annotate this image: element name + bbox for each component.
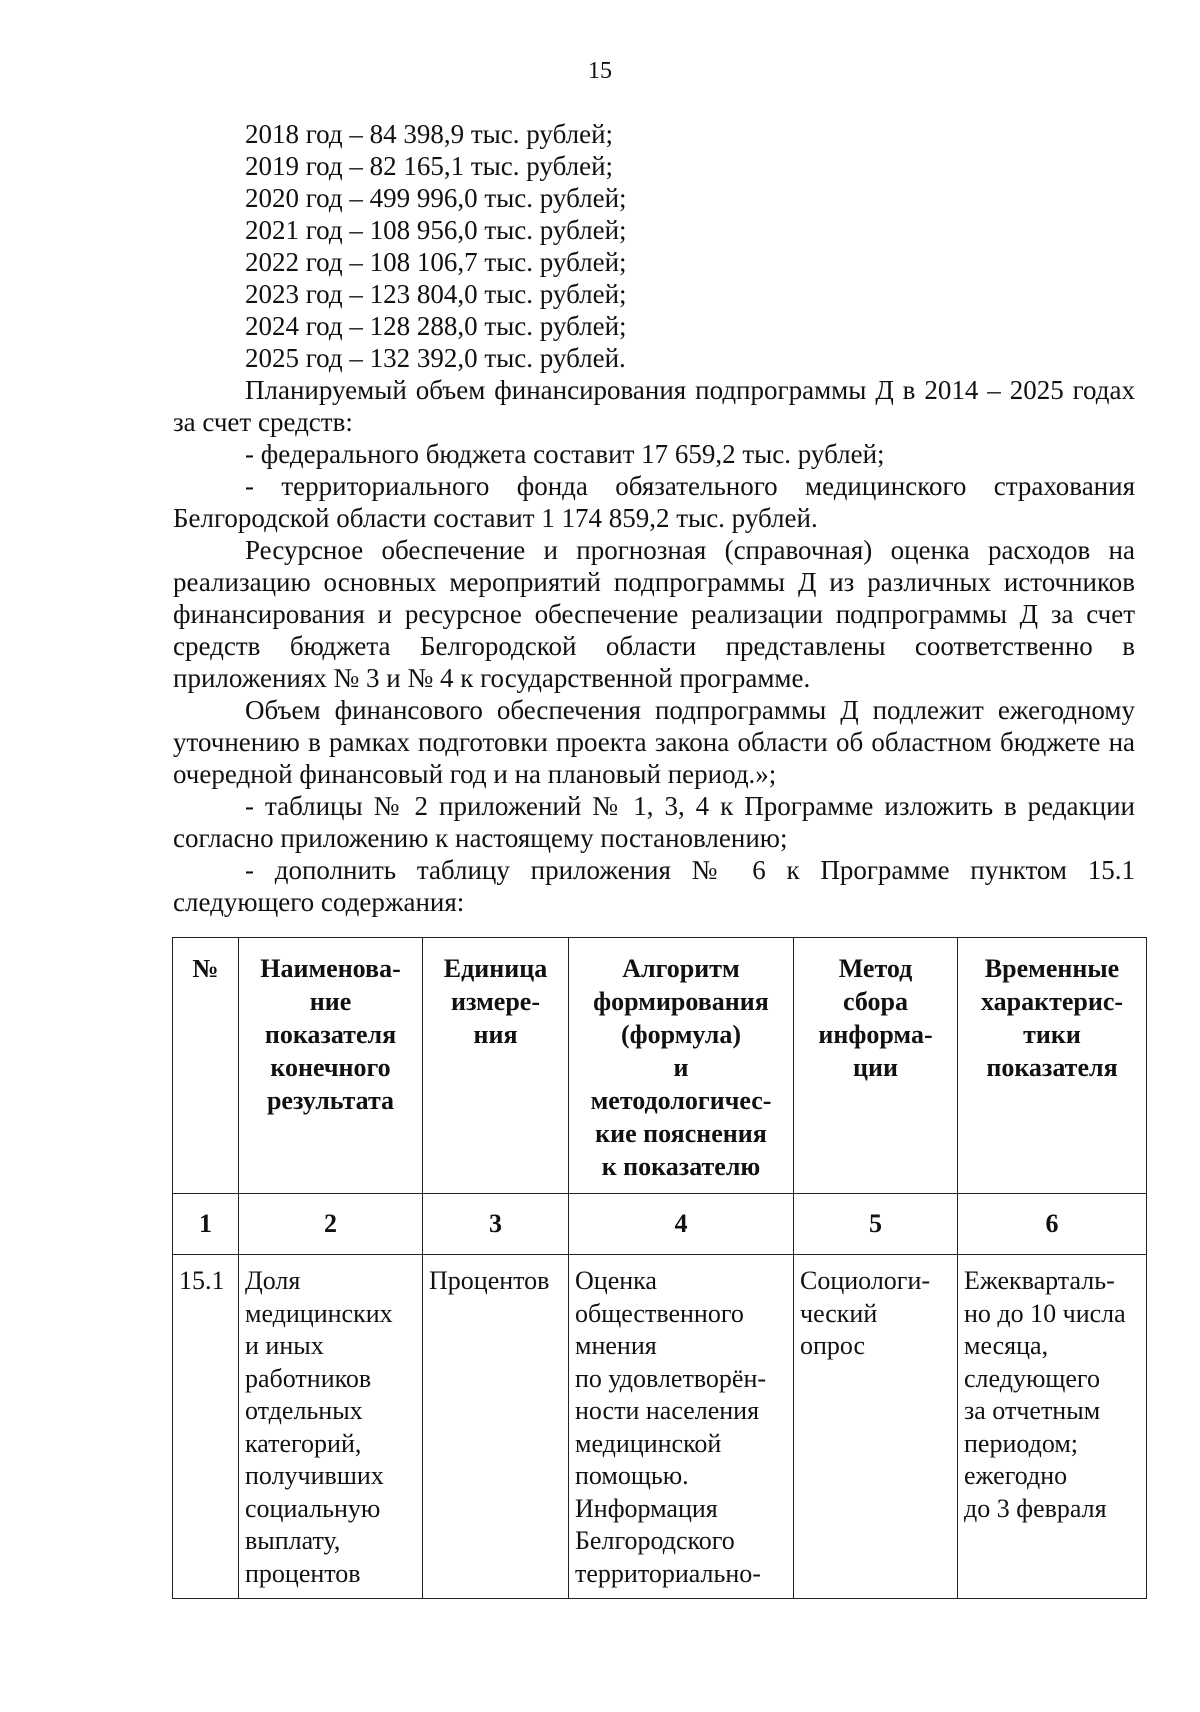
funding-year-line: 2023 год – 123 804,0 тыс. рублей; bbox=[245, 279, 627, 309]
column-number: 1 bbox=[173, 1194, 239, 1255]
paragraph-federal-budget: - федерального бюджета составит 17 659,2 тыс. рублей; bbox=[245, 439, 885, 469]
paragraph-tables-amendment: - таблицы № 2 приложений № 1, 3, 4 к Программе изложить в редакции согласно приложению к настоящему постановлению; bbox=[173, 791, 1135, 853]
paragraph-planned-funding: Планируемый объем финансирования подпрограммы Д в 2014 – 2025 годах за счет средств: bbox=[173, 375, 1135, 437]
column-number: 3 bbox=[423, 1194, 569, 1255]
header-collection-method: Метод сбора информа- ции bbox=[794, 938, 958, 1194]
cell-unit: Процентов bbox=[423, 1255, 569, 1599]
page-number: 15 bbox=[588, 58, 612, 84]
cell-algorithm: Оценка общественного мнения по удовлетворён- ности населения медицинской помощью. Информация Белгородского территориально- bbox=[569, 1255, 794, 1599]
paragraph-resource-provision: Ресурсное обеспечение и прогнозная (справочная) оценка расходов на реализацию основных мероприятий подпрограммы Д из различных источников финансирования и ресурсное обеспечение реализации подпрограммы Д за счет средств бюджета Белгородской области представлены соответственно в приложениях № 3 и № 4 к государственной программе. bbox=[173, 535, 1135, 693]
table-row bbox=[173, 1255, 1147, 1599]
funding-year-line: 2020 год – 499 996,0 тыс. рублей; bbox=[245, 183, 627, 213]
column-number: 6 bbox=[958, 1194, 1147, 1255]
funding-year-line: 2021 год – 108 956,0 тыс. рублей; bbox=[245, 215, 627, 245]
funding-by-year-list bbox=[245, 118, 627, 374]
funding-year-line: 2018 год – 84 398,9 тыс. рублей; bbox=[245, 119, 614, 149]
column-number: 2 bbox=[239, 1194, 423, 1255]
paragraph-financing-volume: Объем финансового обеспечения подпрограммы Д подлежит ежегодному уточнению в рамках подготовки проекта закона области об областном бюджете на очередной финансовый год и на плановый период.»; bbox=[173, 695, 1135, 789]
indicator-table bbox=[172, 937, 1147, 1599]
cell-indicator-name: Доля медицинских и иных работников отдельных категорий, получивших социальную выплату, процентов bbox=[239, 1255, 423, 1599]
header-algorithm: Алгоритм формирования (формула) и методологичес- кие пояснения к показателю bbox=[569, 938, 794, 1194]
cell-time-characteristics: Ежекварталь- но до 10 числа месяца, следующего за отчетным периодом; ежегодно до 3 февраля bbox=[958, 1255, 1147, 1599]
column-number: 5 bbox=[794, 1194, 958, 1255]
header-time-characteristics: Временные характерис- тики показателя bbox=[958, 938, 1147, 1194]
funding-year-line: 2022 год – 108 106,7 тыс. рублей; bbox=[245, 247, 627, 277]
header-unit: Единица измере- ния bbox=[423, 938, 569, 1194]
funding-year-line: 2019 год – 82 165,1 тыс. рублей; bbox=[245, 151, 614, 181]
funding-year-line: 2024 год – 128 288,0 тыс. рублей; bbox=[245, 311, 627, 341]
cell-number: 15.1 bbox=[173, 1255, 239, 1599]
paragraph-territorial-fund: - территориального фонда обязательного медицинского страхования Белгородской области составит 1 174 859,2 тыс. рублей. bbox=[173, 471, 1135, 533]
header-number: № bbox=[173, 938, 239, 1194]
paragraph-supplement-table: - дополнить таблицу приложения № 6 к Программе пунктом 15.1 следующего содержания: bbox=[173, 855, 1135, 917]
header-indicator-name: Наименова- ние показателя конечного результата bbox=[239, 938, 423, 1194]
cell-collection-method: Социологи- ческий опрос bbox=[794, 1255, 958, 1599]
column-number: 4 bbox=[569, 1194, 794, 1255]
table-header-row bbox=[173, 938, 1147, 1194]
funding-year-line: 2025 год – 132 392,0 тыс. рублей. bbox=[245, 343, 626, 373]
column-number-row bbox=[173, 1194, 1147, 1255]
